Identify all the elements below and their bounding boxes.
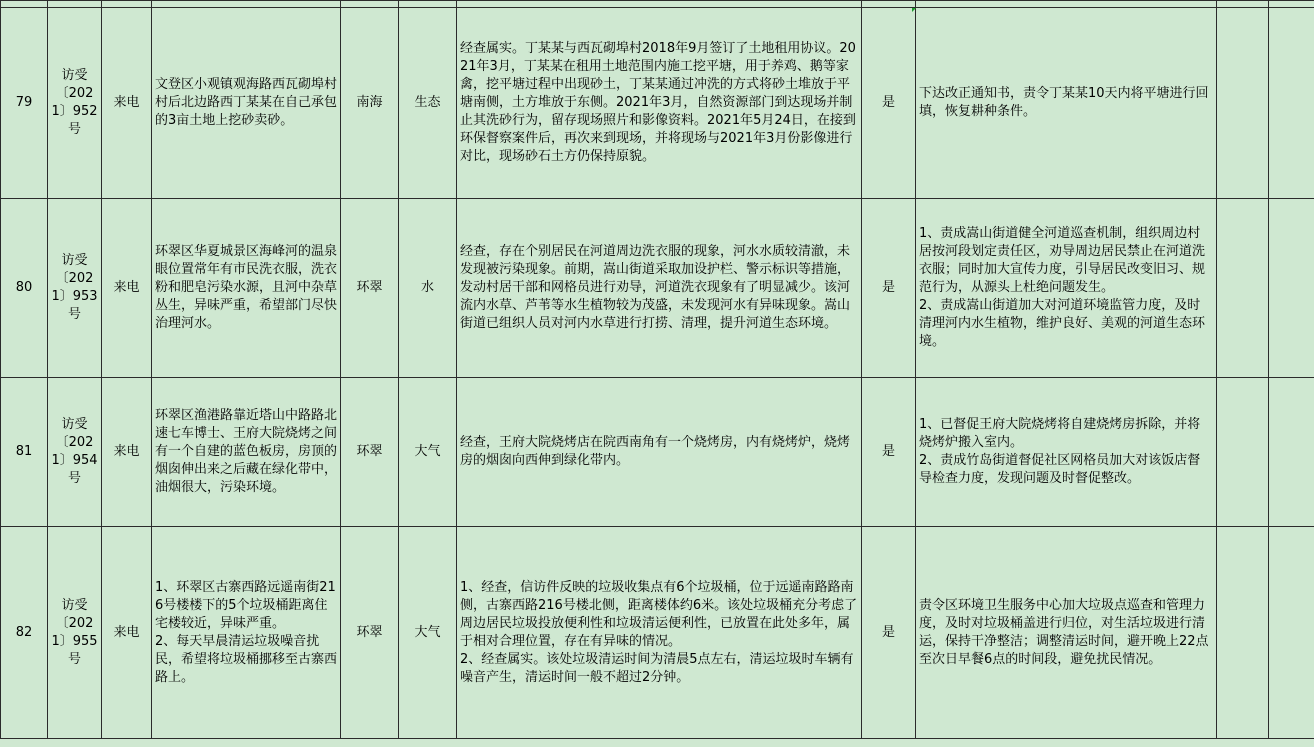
cell-type[interactable]: 大气 xyxy=(399,378,457,527)
cell-source[interactable]: 来电 xyxy=(102,378,152,527)
cell-index[interactable]: 79 xyxy=(1,8,48,199)
cell-action[interactable]: 责令区环境卫生服务中心加大垃圾点巡查和管理力度，及时对垃圾桶盖进行归位，对生活垃圾进行清运，保持干净整洁；调整清运时间，避开晚上22点至次日早餐6点的时间段，避免扰民情况。 xyxy=(916,527,1217,739)
cell-index[interactable]: 80 xyxy=(1,199,48,378)
cell-source[interactable]: 来电 xyxy=(102,199,152,378)
cell-case-no[interactable]: 访受〔2021〕952号 xyxy=(48,8,102,199)
cell-verified[interactable]: 是 xyxy=(862,527,916,739)
cell-verified[interactable]: 是 xyxy=(862,8,916,199)
cell-index[interactable]: 81 xyxy=(1,378,48,527)
cell-type[interactable]: 生态 xyxy=(399,8,457,199)
cell-district[interactable]: 南海 xyxy=(341,8,399,199)
cell-source[interactable]: 来电 xyxy=(102,8,152,199)
table-row[interactable] xyxy=(1,199,1314,378)
cell-result[interactable]: 经查，王府大院烧烤店在院西南角有一个烧烤房，内有烧烤炉，烧烤房的烟囱向西伸到绿化带内。 xyxy=(457,378,862,527)
cell-case-no[interactable]: 访受〔2021〕953号 xyxy=(48,199,102,378)
cell-verified[interactable]: 是 xyxy=(862,199,916,378)
cell-empty[interactable] xyxy=(1217,527,1269,739)
cell-verified[interactable]: 是 xyxy=(862,378,916,527)
cell-index[interactable]: 82 xyxy=(1,527,48,739)
cell-district[interactable]: 环翠 xyxy=(341,199,399,378)
cell-action[interactable]: 下达改正通知书，责令丁某某10天内将平塘进行回填，恢复耕种条件。 xyxy=(916,8,1217,199)
cell-source[interactable]: 来电 xyxy=(102,527,152,739)
cell-empty[interactable] xyxy=(1217,199,1269,378)
cell-district[interactable]: 环翠 xyxy=(341,378,399,527)
cell-result[interactable]: 1、经查，信访件反映的垃圾收集点有6个垃圾桶，位于远遥南路路南侧，古寨西路216号楼北侧，距离楼体约6米。该处垃圾桶充分考虑了周边居民垃圾投放便利性和垃圾清运便利性，已放置在此处多年，属于相对合理位置，存在有异味的情况。 2、经查属实。该处垃圾清运时间为清晨5点左右，清运垃圾时车辆有噪音产生，清运时间一般不超过2分钟。 xyxy=(457,527,862,739)
cell-case-no[interactable]: 访受〔2021〕955号 xyxy=(48,527,102,739)
cell-action[interactable]: 1、已督促王府大院烧烤将自建烧烤房拆除，并将烧烤炉搬入室内。 2、责成竹岛街道督促社区网格员加大对该饭店督导检查力度，发现问题及时督促整改。 xyxy=(916,378,1217,527)
cell-empty[interactable] xyxy=(1269,199,1314,378)
cell-case-no[interactable]: 访受〔2021〕954号 xyxy=(48,378,102,527)
cell-type[interactable]: 大气 xyxy=(399,527,457,739)
cell-content[interactable]: 文登区小观镇观海路西瓦砌埠村村后北边路西丁某某在自己承包的3亩土地上挖砂卖砂。 xyxy=(152,8,341,199)
cell-action[interactable]: 1、责成嵩山街道健全河道巡查机制，组织周边村居按河段划定责任区，劝导周边居民禁止在河道洗衣服；同时加大宣传力度，引导居民改变旧习、规范行为，从源头上杜绝问题发生。 2、责成嵩山街道加大对河道环境监管力度，及时清理河内水生植物，维护良好、美观的河道生态环境。 xyxy=(916,199,1217,378)
cell-empty[interactable] xyxy=(1269,378,1314,527)
cell-result[interactable]: 经查，存在个别居民在河道周边洗衣服的现象，河水水质较清澈，未发现被污染现象。前期，嵩山街道采取加设护栏、警示标识等措施，发动村居干部和网格员进行劝导，河道洗衣现象有了明显减少。该河流内水草、芦苇等水生植物较为茂盛，未发现河水有异味现象。嵩山街道已组织人员对河内水草进行打捞、清理，提升河道生态环境。 xyxy=(457,199,862,378)
cell-type[interactable]: 水 xyxy=(399,199,457,378)
cell-empty[interactable] xyxy=(1217,8,1269,199)
table-row[interactable] xyxy=(1,527,1314,739)
cell-empty[interactable] xyxy=(1269,527,1314,739)
table-row[interactable] xyxy=(1,8,1314,199)
cell-district[interactable]: 环翠 xyxy=(341,527,399,739)
table-row[interactable] xyxy=(1,378,1314,527)
cell-content[interactable]: 1、环翠区古寨西路远遥南街216号楼楼下的5个垃圾桶距离住宅楼较近，异味严重。 2、每天早晨清运垃圾噪音扰民，希望将垃圾桶挪移至古寨西路上。 xyxy=(152,527,341,739)
cell-comment-marker-icon xyxy=(912,8,916,12)
table-row-partial xyxy=(1,1,1314,8)
cell-empty[interactable] xyxy=(1217,378,1269,527)
cell-content[interactable]: 环翠区华夏城景区海峰河的温泉眼位置常年有市民洗衣服，洗衣粉和肥皂污染水源，且河中杂草丛生，异味严重，希望部门尽快治理河水。 xyxy=(152,199,341,378)
cell-empty[interactable] xyxy=(1269,8,1314,199)
cell-result[interactable]: 经查属实。丁某某与西瓦砌埠村2018年9月签订了土地租用协议。2021年3月，丁某某在租用土地范围内施工挖平塘，用于养鸡、鹅等家禽，挖平塘过程中出现砂土，丁某某通过冲洗的方式将砂土堆放于平塘南侧，土方堆放于东侧。2021年3月，自然资源部门到达现场并制止其洗砂行为，留存现场照片和影像资料。2021年5月24日，在接到环保督察案件后，再次来到现场，并将现场与2021年3月份影像进行对比，现场砂石土方仍保持原貌。 xyxy=(457,8,862,199)
cell-content[interactable]: 环翠区渔港路靠近塔山中路路北速七车博士、王府大院烧烤之间有一个自建的蓝色板房，房顶的烟囱伸出来之后藏在绿化带中，油烟很大，污染环境。 xyxy=(152,378,341,527)
